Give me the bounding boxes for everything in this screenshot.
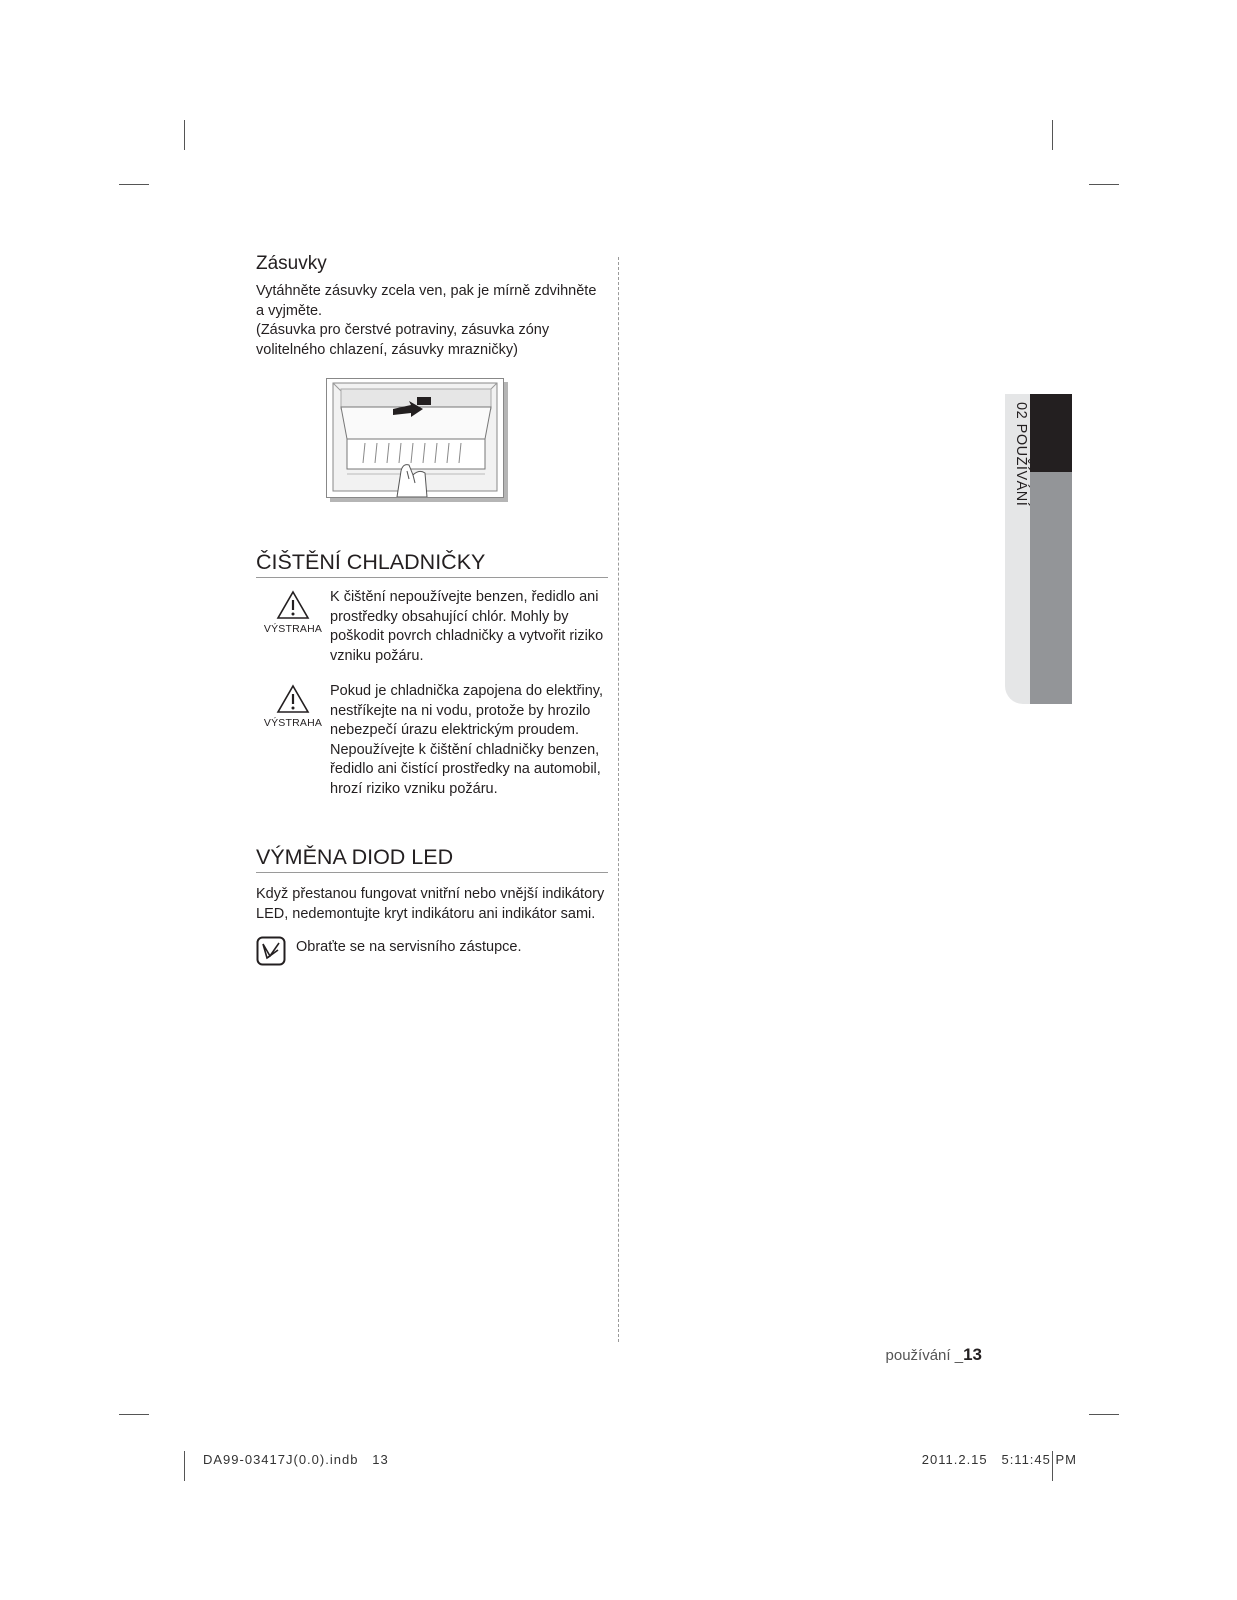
warning-label: VÝSTRAHA xyxy=(263,717,323,729)
led-title: VÝMĚNA DIOD LED xyxy=(256,843,608,873)
warning-icon-group xyxy=(256,588,330,666)
crop-mark xyxy=(119,1414,149,1415)
warning-block xyxy=(256,588,608,666)
note-block xyxy=(256,936,608,971)
crop-mark xyxy=(1089,1414,1119,1415)
side-tab-label: 02 POUŽÍVÁNÍ xyxy=(1013,402,1029,507)
led-text: Když přestanou fungovat vnitřní nebo vnější indikátory LED, nedemontujte kryt indikátoru ani indikátor sami. xyxy=(256,886,605,922)
cleaning-section xyxy=(256,548,608,799)
page-footer xyxy=(886,1345,982,1365)
crop-mark xyxy=(1052,120,1053,150)
warning-label: VÝSTRAHA xyxy=(263,623,323,635)
warning-block xyxy=(256,682,608,799)
print-file-info: DA99-03417J(0.0).indb 13 xyxy=(203,1452,389,1467)
left-column xyxy=(256,252,608,971)
note-icon-wrap xyxy=(256,936,296,971)
drawers-types: (Zásuvka pro čerstvé potraviny, zásuvka zóny volitelného chlazení, zásuvky mrazničky) xyxy=(256,322,550,358)
crop-mark xyxy=(1089,184,1119,185)
crop-mark xyxy=(184,1451,185,1481)
led-section xyxy=(256,843,608,971)
warning-triangle-icon xyxy=(276,590,310,620)
drawers-section xyxy=(256,252,608,498)
drawer-removal-illustration xyxy=(326,378,504,498)
print-timestamp: 2011.2.15 5:11:45 PM xyxy=(921,1452,1077,1467)
page-number: 13 xyxy=(963,1345,982,1364)
note-pencil-icon xyxy=(256,936,286,966)
drawers-title: Zásuvky xyxy=(256,253,327,274)
warning-icon-group xyxy=(256,682,330,799)
crop-mark xyxy=(119,184,149,185)
crop-mark xyxy=(184,120,185,150)
note-text: Obraťte se na servisního zástupce. xyxy=(296,939,522,955)
warning-text: Pokud je chladnička zapojena do elektřiny, nestříkejte na ni vodu, protože by hrozilo nebezpečí úrazu elektrickým proudem. Nepoužívejte k čištění chladničky benzen, ředidlo ani čistící prostředky na automobil, hrozí riziko vzniku požáru. xyxy=(330,683,603,797)
column-divider xyxy=(618,257,619,1342)
footer-section: používání _ xyxy=(885,1347,964,1364)
chapter-side-tab xyxy=(1005,394,1072,704)
drawers-instruction: Vytáhněte zásuvky zcela ven, pak je mírně zdvihněte a vyjměte. xyxy=(256,283,597,319)
side-tab-marker xyxy=(1030,394,1072,472)
cleaning-title: ČIŠTĚNÍ CHLADNIČKY xyxy=(256,548,608,578)
warning-triangle-icon xyxy=(276,684,310,714)
warning-text: K čištění nepoužívejte benzen, ředidlo ani prostředky obsahující chlór. Mohly by poškodit povrch chladničky a vytvořit riziko vzniku požáru. xyxy=(330,589,604,664)
